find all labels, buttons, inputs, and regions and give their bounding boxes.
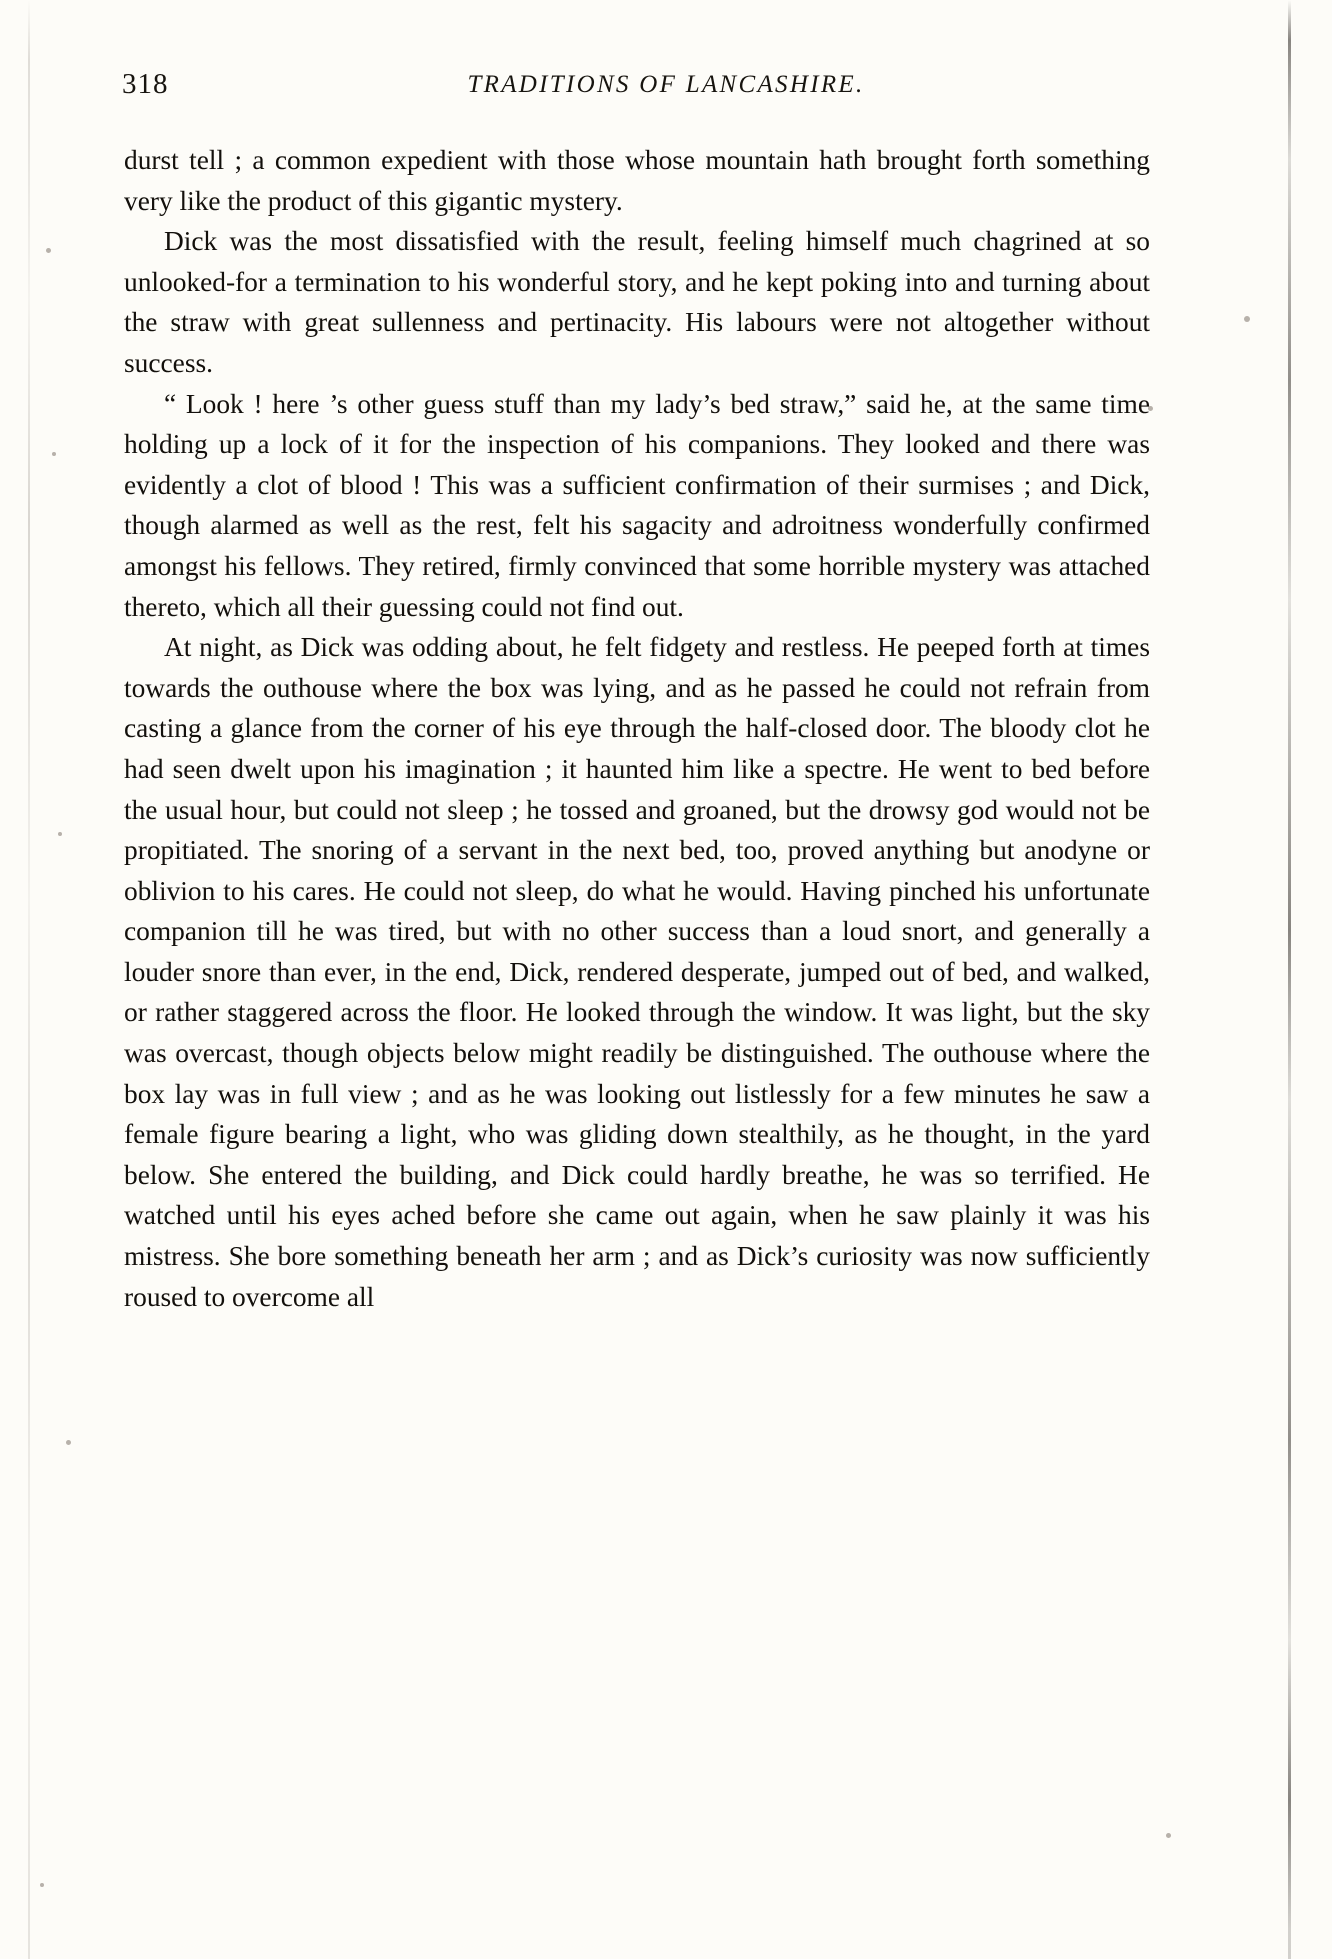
paragraph: Dick was the most dissatisfied with the result, feeling himself much chagrined at so unlooked-for a termination to his wonderful story, and he kept poking into and turning about the straw with great sullenness and pertinacity. His labours were not altogether without success.: [124, 226, 1150, 378]
running-head: TRADITIONS OF LANCASHIRE.: [467, 71, 865, 98]
speck: [40, 1883, 44, 1887]
right-scan-edge: [1288, 0, 1291, 1959]
paragraph: At night, as Dick was odding about, he felt fidgety and restless. He peeped forth at times towards the outhouse where the box was lying, and as he passed he could not refrain from casting a glance from the corner of his eye through the half-closed door. The bloody clot he had seen dwelt upon his imagination ; it haunted him like a spectre. He went to bed before the usual hour, but could not sleep ; he tossed and groaned, but the drowsy god would not be propitiated. The snoring of a servant in the next bed, too, proved anything but anodyne or oblivion to his cares. He could not sleep, do what he would. Having pinched his unfortunate companion till he was tired, but with no other success than a loud snort, and generally a louder snore than ever, in the end, Dick, rendered desperate, jumped out of bed, and walked, or rather staggered across the floor. He looked through the window. It was light, but the sky was overcast, though objects below might readily be distinguished. The outhouse where the box lay was in full view ; and as he was looking out listlessly for a few minutes he saw a female figure bearing a light, who was gliding down stealthily, as he thought, in the yard below. She entered the building, and Dick could hardly breathe, he was so terrified. He watched until his eyes ached before she came out again, when he saw plainly it was his mistress. She bore something beneath her arm ; and as Dick’s curiosity was now sufficiently roused to overcome all: [124, 632, 1150, 1312]
page-header: [0, 68, 1332, 104]
speck: [1244, 316, 1250, 322]
speck: [58, 832, 62, 836]
speck: [52, 452, 56, 456]
paragraph: durst tell ; a common expedient with those whose mountain hath brought forth something very like the product of this gigantic mystery.: [124, 145, 1150, 216]
speck: [66, 1440, 71, 1445]
body-text: [124, 140, 1150, 1317]
folio-number: 318: [122, 68, 169, 100]
speck: [1166, 1833, 1171, 1838]
speck: [46, 248, 51, 253]
left-scan-edge: [28, 0, 30, 1959]
paragraph: “ Look ! here ’s other guess stuff than my lady’s bed straw,” said he, at the same time holding up a lock of it for the inspection of his companions. They looked and there was evidently a clot of blood ! This was a sufficient confirmation of their surmises ; and Dick, though alarmed as well as the rest, felt his sagacity and adroitness wonderfully confirmed amongst his fellows. They retired, firmly convinced that some horrible mystery was attached thereto, which all their guessing could not find out.: [124, 388, 1150, 622]
